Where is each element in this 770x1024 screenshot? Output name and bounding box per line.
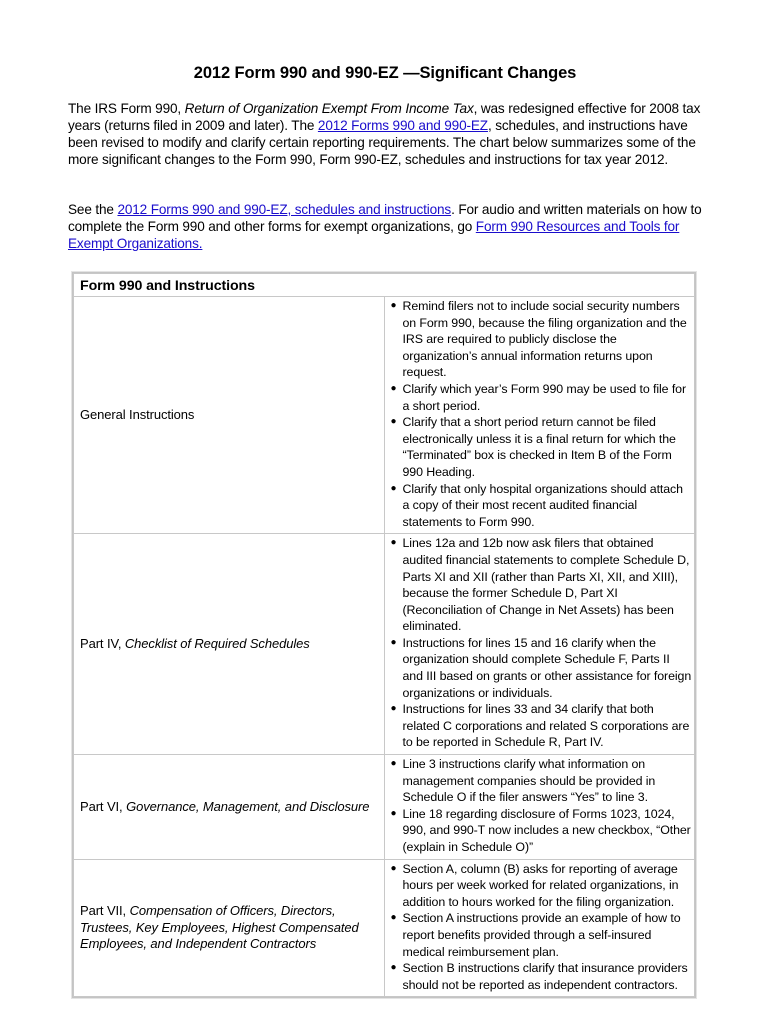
row-changes	[384, 755, 695, 860]
bullet-list	[389, 535, 693, 751]
see-also-text-1: See the	[68, 202, 118, 217]
bullet-icon: ●	[390, 703, 397, 715]
bullet-icon: ●	[390, 636, 397, 648]
table-header-row	[74, 274, 695, 297]
row-label: Part VII, Compensation of Officers, Directors, Trustees, Key Employees, Highest Compensated Employees, and Independent Contractors	[74, 859, 385, 997]
bullet-icon: ●	[390, 537, 397, 549]
intro-form-name: Return of Organization Exempt From Income Tax	[184, 101, 474, 116]
bullet-list	[389, 756, 693, 856]
list-item: ● Section A instructions provide an example of how to report benefits provided through a self-insured medical reimbursement plan.	[390, 911, 681, 959]
forms-990-link[interactable]: 2012 Forms 990 and 990-EZ	[317, 118, 488, 133]
bullet-list	[389, 298, 693, 530]
list-item: ● Remind filers not to include social security numbers on Form 990, because the filing organization and the IRS are required to publicly disclose the organization’s annual information returns upon request.	[390, 299, 687, 380]
list-item: ● Instructions for lines 33 and 34 clarify that both related C corporations and related S corporations are to be reported in Schedule R, Part IV.	[390, 702, 690, 750]
bullet-icon: ●	[390, 382, 397, 394]
list-item: ● Section A, column (B) asks for reporting of average hours per week worked for related organizations, in addition to hours worked for the filing organization.	[390, 861, 679, 909]
list-item: ● Clarify that a short period return cannot be filed electronically unless it is a final return for which the “Terminated” box is checked in Item B of the Form 990 Heading.	[390, 415, 676, 479]
bullet-icon: ●	[390, 758, 397, 770]
changes-table	[73, 273, 695, 997]
intro-text-2: , was redesigned effective for 2008 tax years (returns filed in 2009 and later). The	[68, 101, 701, 133]
resources-tools-link[interactable]: Form 990 Resources and Tools for Exempt Organizations.	[68, 219, 680, 251]
table-header: Form 990 and Instructions	[74, 274, 695, 297]
table-row	[74, 297, 695, 534]
list-item: ● Lines 12a and 12b now ask filers that obtained audited financial statements to complete Schedule D, Parts XI and XII (rather than Parts XI, XII, and XIII), because the former Schedule D, Part XI (Reconciliation of Change in Net Assets) has been eliminated.	[390, 536, 690, 634]
list-item: ● Clarify which year’s Form 990 may be used to file for a short period.	[390, 381, 686, 413]
bullet-icon: ●	[390, 962, 397, 974]
intro-paragraph	[68, 100, 708, 168]
list-item: ● Instructions for lines 15 and 16 clarify when the organization should complete Schedule F, Parts II and III based on grants or other assistance for foreign organizations or individuals.	[390, 635, 692, 700]
bullet-icon: ●	[390, 912, 397, 924]
bullet-icon: ●	[390, 300, 397, 311]
row-changes	[384, 534, 695, 755]
list-item: ● Line 3 instructions clarify what information on management companies should be provided in Schedule O if the filer answers “Yes” to line 3.	[390, 757, 656, 805]
bullet-icon: ●	[390, 482, 397, 494]
row-label: Part IV, Checklist of Required Schedules	[74, 534, 385, 755]
table-row	[74, 755, 695, 860]
bullet-icon: ●	[390, 416, 397, 428]
table-row	[74, 534, 695, 755]
list-item: ● Line 18 regarding disclosure of Forms 1023, 1024, 990, and 990-T now includes a new checkbox, “Other (explain in Schedule O)”	[390, 806, 691, 854]
bullet-icon: ●	[390, 862, 397, 874]
bullet-icon: ●	[390, 807, 397, 819]
forms-schedules-instructions-link[interactable]: 2012 Forms 990 and 990-EZ, schedules and instructions	[117, 202, 452, 217]
see-also-paragraph	[68, 201, 708, 252]
intro-text-1: The IRS Form 990,	[68, 101, 185, 116]
page-title: 2012 Form 990 and 990-EZ —Significant Changes	[193, 64, 577, 82]
see-also-text-2: . For audio and written materials on how to complete the Form 990 and other forms for exempt organizations, go	[68, 202, 702, 234]
list-item: ● Clarify that only hospital organizations should attach a copy of their most recent audited financial statements to Form 990.	[390, 481, 683, 529]
changes-table-container	[72, 272, 696, 998]
row-label: General Instructions	[74, 297, 385, 534]
list-item: ● Section B instructions clarify that insurance providers should not be reported as independent contractors.	[390, 961, 688, 992]
bullet-list	[389, 861, 693, 994]
row-changes	[384, 859, 695, 997]
table-row	[74, 859, 695, 997]
row-changes	[384, 297, 695, 534]
row-label: Part VI, Governance, Management, and Disclosure	[74, 755, 385, 860]
intro-text-3: , schedules, and instructions have been revised to modify and clarify certain reporting requirements. The chart below summarizes some of the more significant changes to the Form 990, Form 990-EZ, schedules and instructions for tax year 2012.	[68, 118, 696, 167]
